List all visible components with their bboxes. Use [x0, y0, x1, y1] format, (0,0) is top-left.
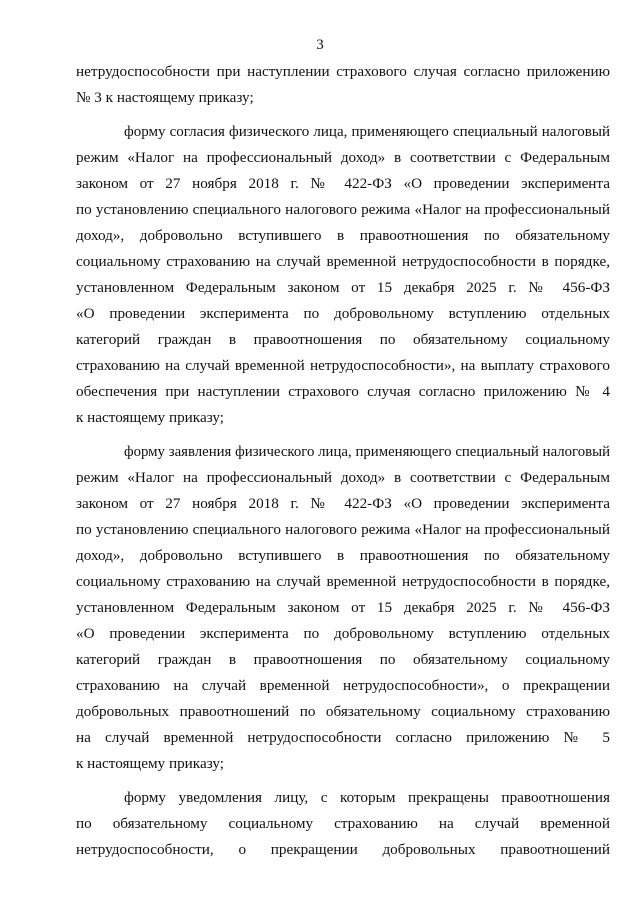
text-line: страхованию на случай временной нетрудоспособности», на выплату страхового: [76, 357, 610, 374]
text-line: установленном Федеральным законом от 15 декабря 2025 г. № 456-ФЗ: [76, 599, 610, 616]
text-line: по установлению специального налогового режима «Налог на профессиональный: [76, 201, 610, 218]
text-line: «О проведении эксперимента по добровольному вступлению отдельных: [76, 625, 610, 642]
text-line: форму согласия физического лица, применяющего специальный налоговый: [124, 124, 610, 140]
text-line: категорий граждан в правоотношения по обязательному социальному: [76, 331, 610, 348]
text-line: категорий граждан в правоотношения по обязательному социальному: [76, 651, 610, 668]
page-number: 3: [316, 37, 324, 53]
text-line: нетрудоспособности при наступлении страхового случая согласно приложению: [76, 63, 610, 80]
text-line: доход», добровольно вступившего в правоотношения по обязательному: [76, 227, 610, 244]
text-line: законом от 27 ноября 2018 г. № 422-ФЗ «О проведении эксперимента: [76, 175, 610, 192]
text-line: социальному страхованию на случай временной нетрудоспособности в порядке,: [76, 253, 610, 270]
text-line: режим «Налог на профессиональный доход» в соответствии с Федеральным: [76, 469, 610, 486]
paragraph: [76, 119, 610, 431]
document-body: [76, 59, 610, 863]
text-line: к настоящему приказу;: [76, 409, 224, 426]
text-line: нетрудоспособности, о прекращении добровольных правоотношений: [76, 841, 610, 858]
text-line: законом от 27 ноября 2018 г. № 422-ФЗ «О проведении эксперимента: [76, 495, 610, 512]
text-line: страхованию на случай временной нетрудоспособности», о прекращении: [76, 677, 610, 694]
text-line: режим «Налог на профессиональный доход» в соответствии с Федеральным: [76, 149, 610, 166]
text-line: по обязательному социальному страхованию на случай временной: [76, 815, 610, 832]
text-line: по установлению специального налогового режима «Налог на профессиональный: [76, 521, 610, 538]
text-line: «О проведении эксперимента по добровольному вступлению отдельных: [76, 305, 610, 322]
text-line: добровольных правоотношений по обязательному социальному страхованию: [76, 703, 610, 720]
text-line: форму заявления физического лица, применяющего специальный налоговый: [124, 444, 610, 460]
text-line: обеспечения при наступлении страхового случая согласно приложению № 4: [76, 383, 610, 400]
text-line: форму уведомления лицу, с которым прекращены правоотношения: [124, 789, 610, 806]
text-line: к настоящему приказу;: [76, 755, 224, 772]
text-line: на случай временной нетрудоспособности согласно приложению № 5: [76, 729, 610, 746]
paragraph: [76, 59, 610, 111]
text-line: доход», добровольно вступившего в правоотношения по обязательному: [76, 547, 610, 564]
text-line: установленном Федеральным законом от 15 декабря 2025 г. № 456-ФЗ: [76, 279, 610, 296]
text-line: № 3 к настоящему приказу;: [76, 89, 254, 106]
text-line: социальному страхованию на случай временной нетрудоспособности в порядке,: [76, 573, 610, 590]
paragraph: [76, 785, 610, 863]
paragraph: [76, 439, 610, 777]
